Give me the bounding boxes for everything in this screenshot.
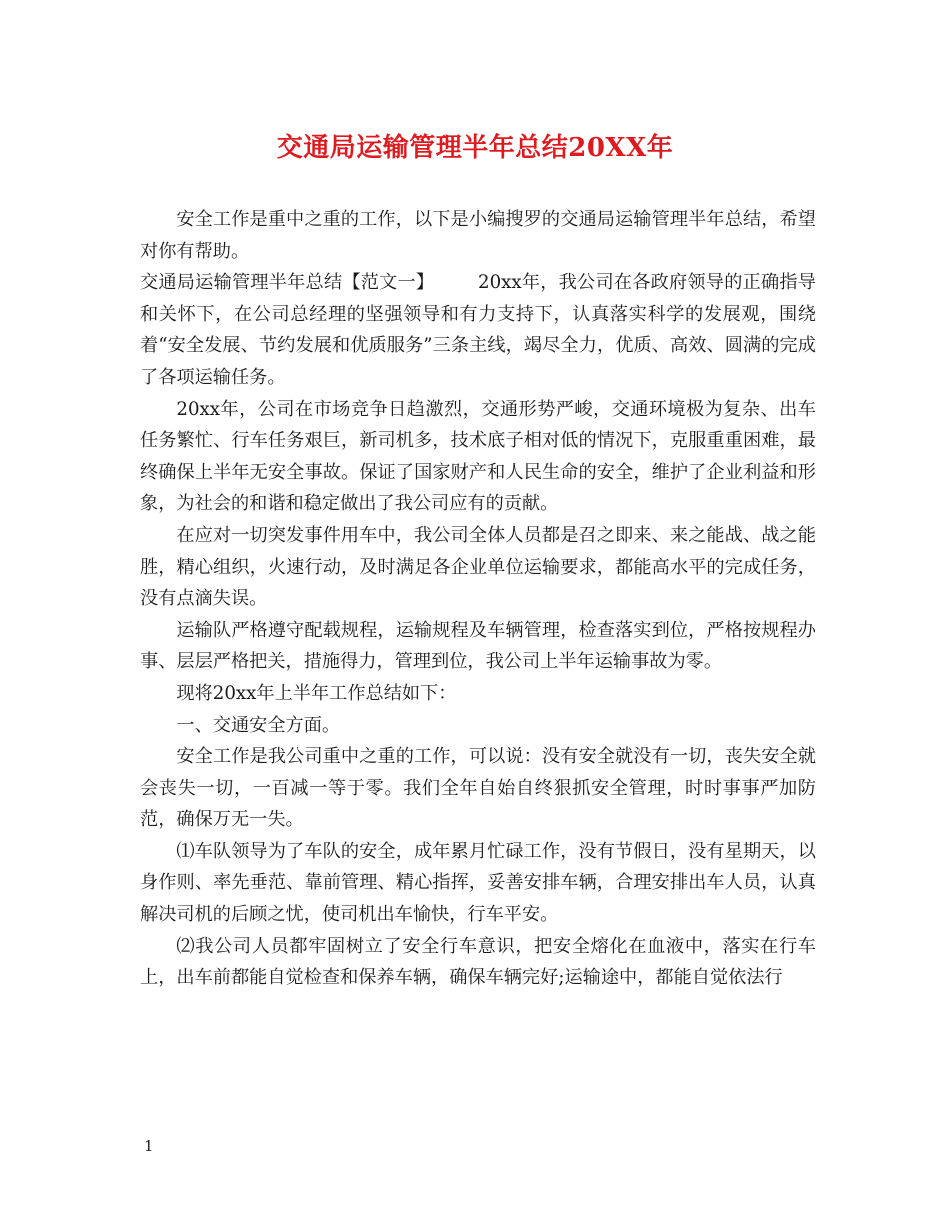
paragraph-5: 现将20xx年上半年工作总结如下：: [176, 682, 457, 704]
paragraph-7: 安全工作是我公司重中之重的工作，可以说：没有安全就没有一切，丧失安全就会丧失一切，一百减一等于零。我们全年自始自终狠抓安全管理，时时事事严加防范，确保万无一失。: [140, 746, 816, 831]
paragraph-8: ⑴车队领导为了车队的安全，成年累月忙碌工作，没有节假日，没有星期天，以身作则、率先垂范、靠前管理、精心指挥，妥善安排车辆，合理安排出车人员，认真解决司机的后顾之忧，使司机出车愉快，行车平安。: [140, 840, 816, 926]
document-body: [140, 204, 816, 994]
paragraph-4: 运输队严格遵守配载规程，运输规程及车辆管理，检查落实到位，严格按规程办事、层层严格把关，措施得力，管理到位，我公司上半年运输事故为零。: [140, 619, 816, 673]
intro-paragraph: 安全工作是重中之重的工作，以下是小编搜罗的交通局运输管理半年总结，希望对你有帮助。: [140, 209, 816, 262]
paragraph-1-text: 20xx年，我公司在各政府领导的正确指导和关怀下，在公司总经理的坚强领导和有力支持下，认真落实科学的发展观，围绕着“安全发展、节约发展和优质服务”三条主线，竭尽全力，优质、高效、圆满的完成了各项运输任务。: [140, 272, 816, 388]
paragraph-2: 20xx年，公司在市场竞争日趋激烈，交通形势严峻，交通环境极为复杂、出车任务繁忙、行车任务艰巨，新司机多，技术底子相对低的情况下，克服重重困难，最终确保上半年无安全事故。保证了国家财产和人民生命的安全，维护了企业利益和形象，为社会的和谐和稳定做出了我公司应有的贡献。: [140, 398, 816, 515]
page-number: 1: [144, 1137, 154, 1155]
paragraph-with-heading: [140, 267, 816, 393]
section-title-traffic-safety: 一、交通安全方面。: [176, 714, 341, 736]
document-title: 交通局运输管理半年总结20XX年: [276, 133, 674, 163]
paragraph-9: ⑵我公司人员都牢固树立了安全行车意识，把安全熔化在血液中，落实在行车上，出车前都能自觉检查和保养车辆，确保车辆完好;运输途中，都能自觉依法行: [140, 935, 816, 989]
paragraph-3: 在应对一切突发事件用车中，我公司全体人员都是召之即来、来之能战、战之能胜，精心组织，火速行动，及时满足各企业单位运输要求，都能高水平的完成任务，没有点滴失误。: [140, 524, 816, 610]
section-heading: 交通局运输管理半年总结【范文一】: [140, 272, 435, 294]
